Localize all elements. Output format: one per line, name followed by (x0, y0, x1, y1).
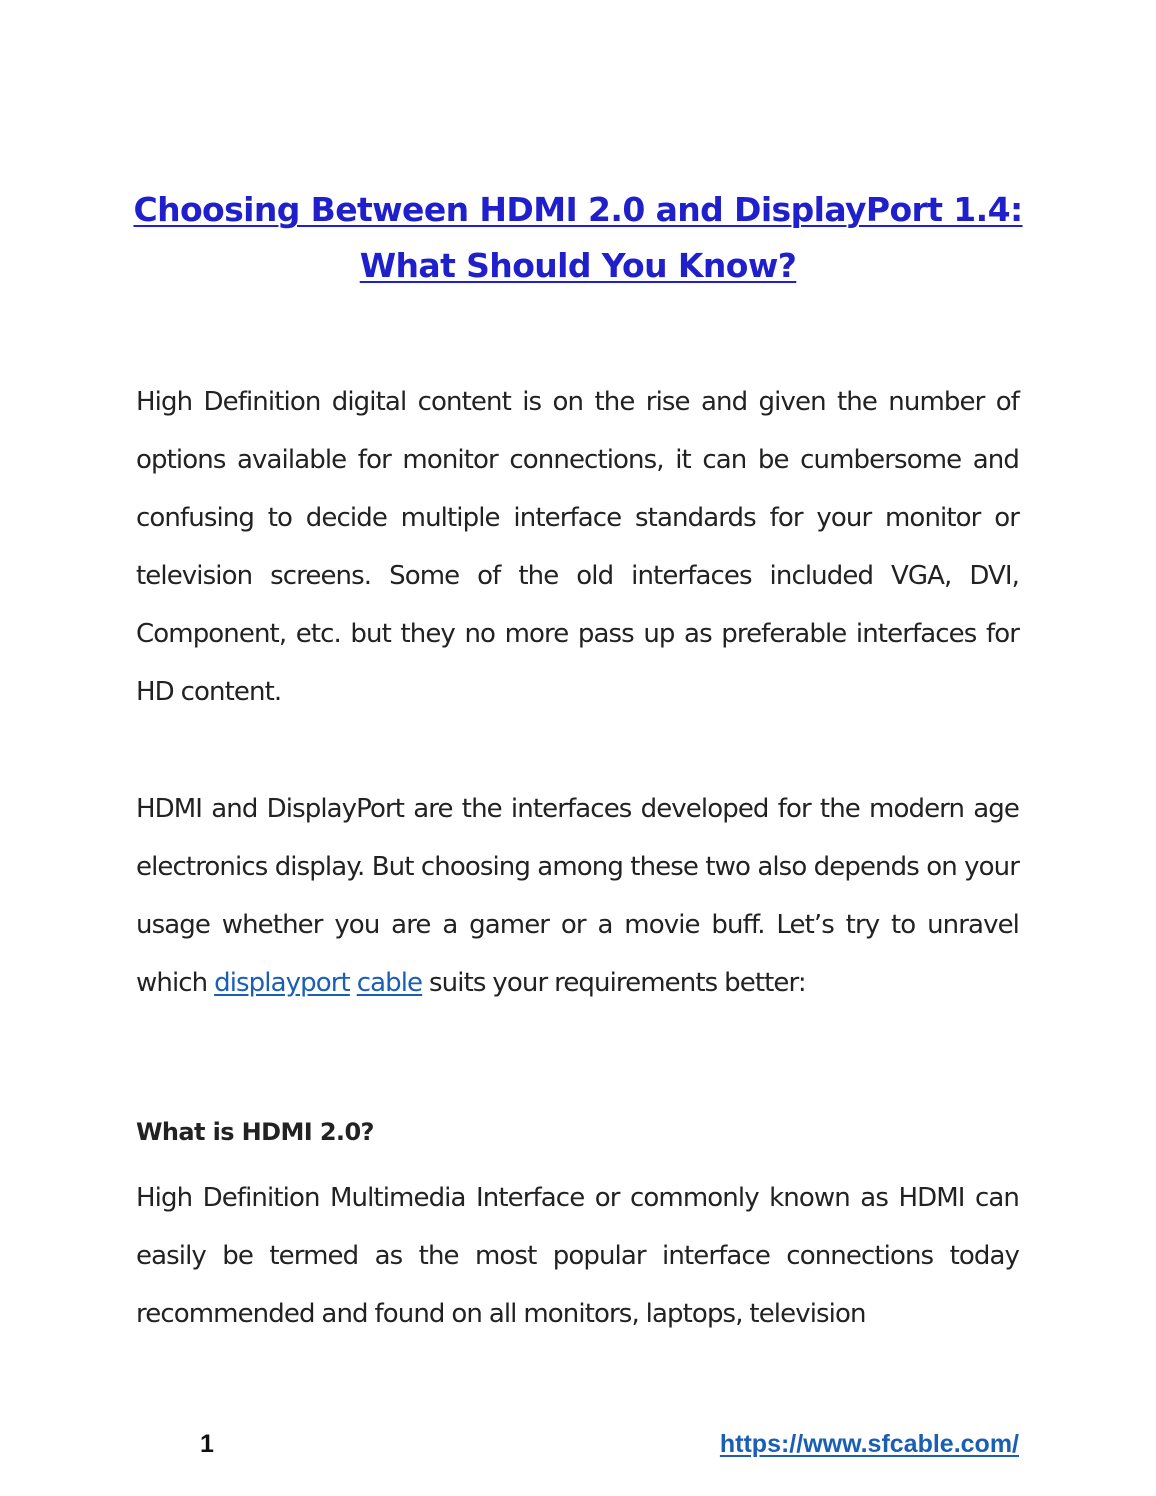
displayport-link[interactable]: displayport (214, 968, 350, 998)
paragraph2-text-after: suits your requirements better: (422, 968, 806, 998)
title-line-1[interactable]: Choosing Between HDMI 2.0 and DisplayPort 1.4: (133, 190, 1023, 229)
document-title[interactable] (120, 182, 1036, 294)
paragraph2-text-before: HDMI and DisplayPort are the interfaces developed for the modern age electronics display. But choosing among these two also depends on your usage whether you are a gamer or a movie buff. Let’s try to unravel which (136, 794, 1019, 998)
intro-paragraph: High Definition digital content is on the rise and given the number of options available for monitor connections, it can be cumbersome and confusing to decide multiple interface standards for your monitor or television screens. Some of the old interfaces included VGA, DVI, Component, etc. but they no more pass up as preferable interfaces for HD content. (136, 387, 1019, 707)
title-line-2[interactable]: What Should You Know? (359, 246, 797, 285)
hdmi-displayport-paragraph (136, 780, 1019, 1012)
section-heading-hdmi: What is HDMI 2.0? (136, 1118, 374, 1146)
hdmi-description-paragraph: High Definition Multimedia Interface or commonly known as HDMI can easily be termed as the most popular interface connections today recommended and found on all monitors, laptops, television (136, 1183, 1019, 1329)
cable-link[interactable]: cable (356, 968, 423, 998)
page-number: 1 (200, 1430, 214, 1458)
footer-website-link[interactable]: https://www.sfcable.com/ (719, 1430, 1019, 1458)
